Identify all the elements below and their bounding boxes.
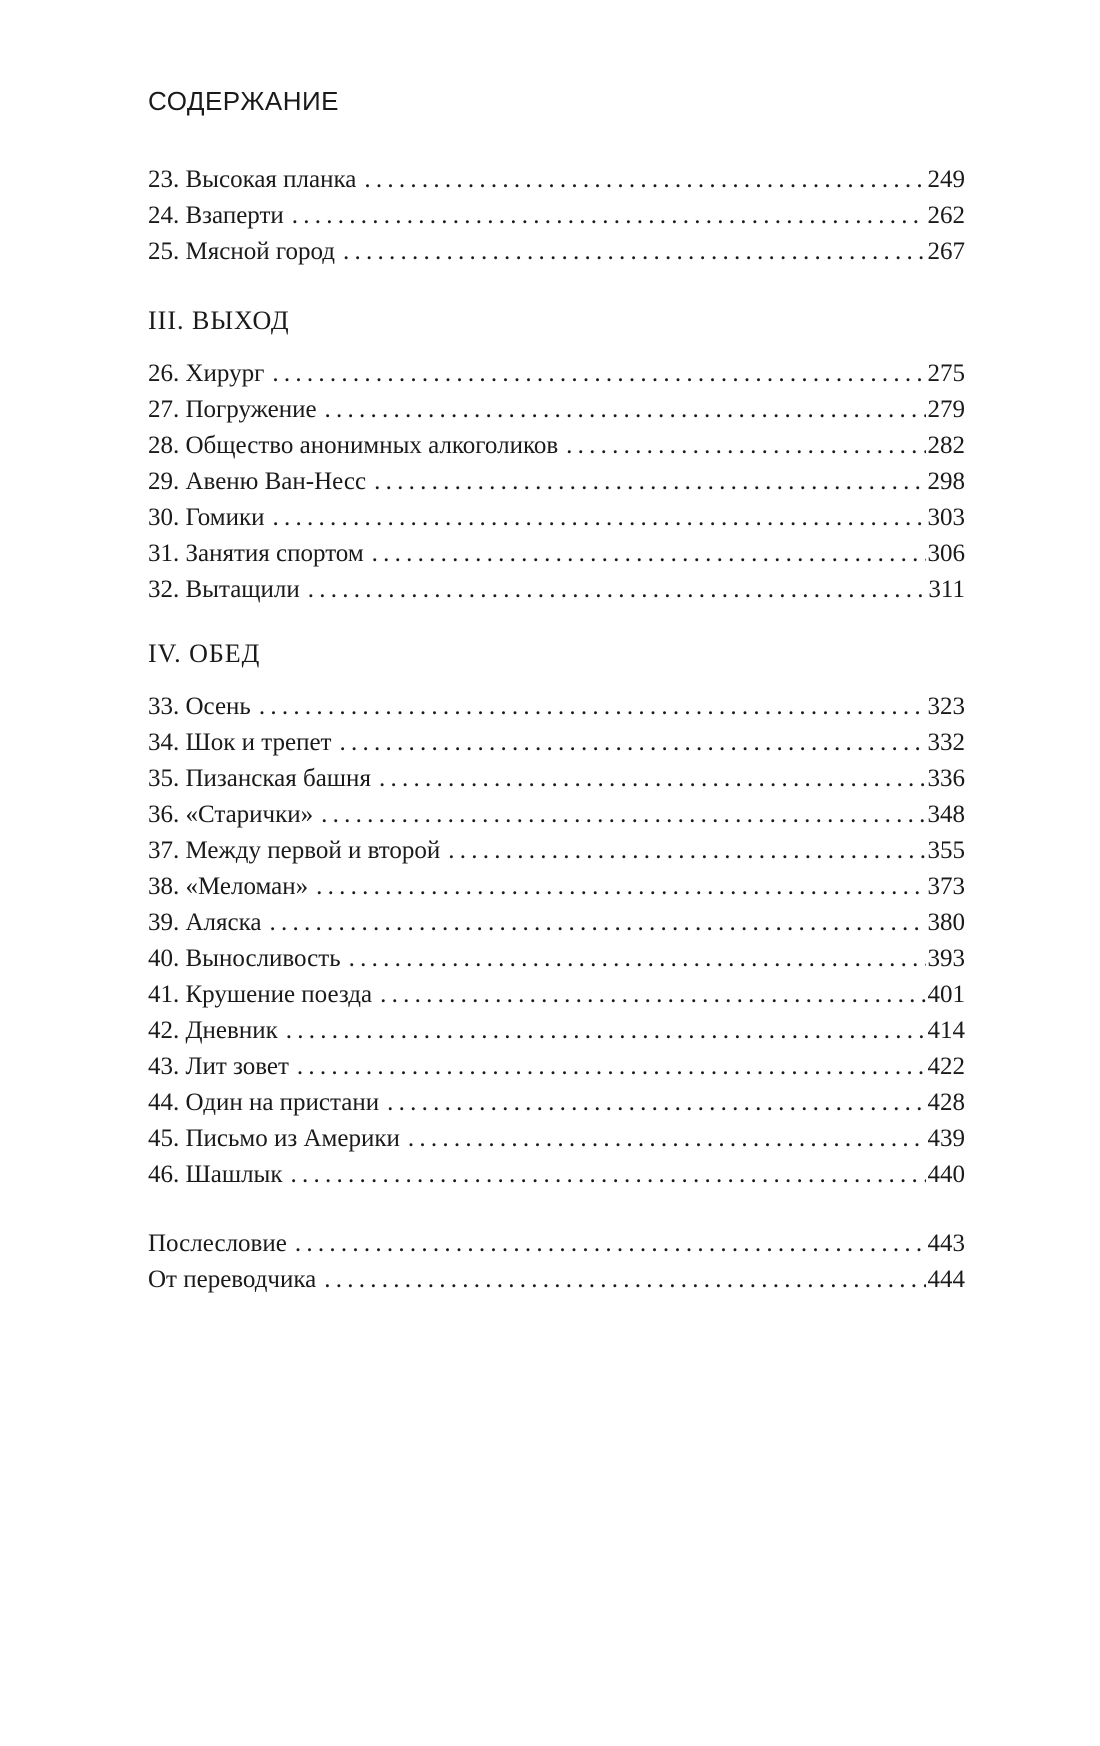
toc-entry-title: 25. Мясной город <box>148 238 335 265</box>
toc-entry-page: 440 <box>927 1161 965 1188</box>
toc-entry-title: 44. Один на пристани <box>148 1089 380 1116</box>
toc-entry-page: 311 <box>928 576 965 603</box>
toc-dot-leader <box>448 833 925 869</box>
toc-entry-title: 36. «Старички» <box>148 801 314 828</box>
toc-entry-page: 267 <box>927 238 965 265</box>
toc-section-part-3 <box>148 308 965 608</box>
toc-dot-leader <box>291 1157 926 1193</box>
toc-entry-page: 298 <box>927 468 965 495</box>
toc-dot-leader <box>408 1121 926 1157</box>
toc-entry-title: 45. Письмо из Америки <box>148 1125 400 1152</box>
toc-entry[interactable] <box>148 941 965 977</box>
toc-entry[interactable] <box>148 162 965 198</box>
toc-list <box>148 689 965 1193</box>
toc-dot-leader <box>324 1262 925 1298</box>
toc-dot-leader <box>270 905 926 941</box>
toc-dot-leader <box>273 500 926 536</box>
toc-entry[interactable] <box>148 833 965 869</box>
toc-dot-leader <box>295 1226 926 1262</box>
toc-dot-leader <box>380 977 925 1013</box>
toc-dot-leader <box>379 761 926 797</box>
toc-entry[interactable] <box>148 1049 965 1085</box>
toc-entry-page: 355 <box>927 837 965 864</box>
toc-entry-title: 34. Шок и трепет <box>148 729 332 756</box>
toc-entry-page: 439 <box>927 1125 965 1152</box>
part-title: IV. ОБЕД <box>148 639 261 668</box>
toc-dot-leader <box>286 1013 926 1049</box>
toc-entry-title: 39. Аляска <box>148 909 262 936</box>
toc-dot-leader <box>343 234 926 270</box>
toc-dot-leader <box>339 725 925 761</box>
toc-entry-title: 42. Дневник <box>148 1017 278 1044</box>
toc-entry[interactable] <box>148 1226 965 1262</box>
toc-entry-page: 249 <box>927 166 965 193</box>
toc-entry-title: 30. Гомики <box>148 504 265 531</box>
toc-list <box>148 356 965 608</box>
toc-entry[interactable] <box>148 428 965 464</box>
toc-entry-page: 393 <box>927 945 965 972</box>
toc-entry-title: 41. Крушение поезда <box>148 981 373 1008</box>
toc-entry-title: 38. «Меломан» <box>148 873 309 900</box>
toc-entry-page: 303 <box>927 504 965 531</box>
toc-entry-title: От переводчика <box>148 1266 317 1293</box>
toc-entry[interactable] <box>148 392 965 428</box>
toc-page <box>148 88 965 1331</box>
toc-dot-leader <box>297 1049 926 1085</box>
toc-entry-page: 380 <box>927 909 965 936</box>
toc-dot-leader <box>272 356 925 392</box>
toc-entry[interactable] <box>148 1262 965 1298</box>
toc-entry-title: 32. Вытащили <box>148 576 300 603</box>
part-title: III. ВЫХОД <box>148 306 290 335</box>
toc-entry-page: 275 <box>927 360 965 387</box>
toc-entry-page: 323 <box>927 693 965 720</box>
toc-entry-page: 262 <box>927 202 965 229</box>
toc-entry[interactable] <box>148 977 965 1013</box>
toc-entry-page: 443 <box>927 1230 965 1257</box>
toc-entry[interactable] <box>148 1013 965 1049</box>
toc-dot-leader <box>372 536 926 572</box>
toc-entry[interactable] <box>148 725 965 761</box>
toc-section-backmatter <box>148 1226 965 1298</box>
toc-entry-title: 43. Лит зовет <box>148 1053 289 1080</box>
toc-entry-page: 444 <box>927 1266 965 1293</box>
toc-section-continued <box>148 162 965 270</box>
toc-entry[interactable] <box>148 536 965 572</box>
toc-list <box>148 162 965 270</box>
toc-list <box>148 1226 965 1298</box>
toc-entry-title: 31. Занятия спортом <box>148 540 364 567</box>
toc-entry[interactable] <box>148 198 965 234</box>
toc-entry-page: 332 <box>927 729 965 756</box>
toc-entry-page: 373 <box>927 873 965 900</box>
toc-dot-leader <box>374 464 925 500</box>
toc-entry-title: 35. Пизанская башня <box>148 765 371 792</box>
toc-dot-leader <box>325 392 926 428</box>
toc-dot-leader <box>292 198 926 234</box>
toc-entry-title: 46. Шашлык <box>148 1161 283 1188</box>
toc-entry-page: 336 <box>927 765 965 792</box>
toc-dot-leader <box>321 797 925 833</box>
toc-section-part-4 <box>148 641 965 1193</box>
toc-entry[interactable] <box>148 464 965 500</box>
toc-entry-page: 428 <box>927 1089 965 1116</box>
toc-entry-page: 306 <box>927 540 965 567</box>
toc-dot-leader <box>316 869 925 905</box>
toc-entry-page: 414 <box>927 1017 965 1044</box>
toc-dot-leader <box>308 572 927 608</box>
toc-entry-title: 40. Выносливость <box>148 945 341 972</box>
toc-entry-title: 23. Высокая планка <box>148 166 357 193</box>
running-head: СОДЕРЖАНИЕ <box>148 86 340 116</box>
toc-entry[interactable] <box>148 689 965 725</box>
toc-dot-leader <box>364 162 925 198</box>
toc-dot-leader <box>349 941 926 977</box>
toc-dot-leader <box>387 1085 925 1121</box>
toc-entry-title: 33. Осень <box>148 693 251 720</box>
toc-entry-page: 401 <box>927 981 965 1008</box>
toc-entry-title: 29. Авеню Ван-Несс <box>148 468 367 495</box>
toc-entry-title: 26. Хирург <box>148 360 265 387</box>
toc-entry[interactable] <box>148 1085 965 1121</box>
toc-entry[interactable] <box>148 356 965 392</box>
toc-entry-page: 422 <box>927 1053 965 1080</box>
toc-entry[interactable] <box>148 869 965 905</box>
toc-entry[interactable] <box>148 761 965 797</box>
toc-entry[interactable] <box>148 1121 965 1157</box>
toc-entry-title: 37. Между первой и второй <box>148 837 441 864</box>
toc-entry[interactable] <box>148 234 965 270</box>
toc-entry-title: 28. Общество анонимных алкоголиков <box>148 432 559 459</box>
toc-entry-page: 282 <box>927 432 965 459</box>
toc-dot-leader <box>259 689 926 725</box>
toc-entry[interactable] <box>148 1157 965 1193</box>
toc-entry[interactable] <box>148 797 965 833</box>
toc-entry[interactable] <box>148 500 965 536</box>
toc-entry[interactable] <box>148 905 965 941</box>
toc-entry-page: 279 <box>927 396 965 423</box>
toc-dot-leader <box>566 428 925 464</box>
toc-entry-title: Послесловие <box>148 1230 287 1257</box>
toc-entry-page: 348 <box>927 801 965 828</box>
toc-entry-title: 27. Погружение <box>148 396 317 423</box>
toc-entry-title: 24. Взаперти <box>148 202 284 229</box>
toc-entry[interactable] <box>148 572 965 608</box>
